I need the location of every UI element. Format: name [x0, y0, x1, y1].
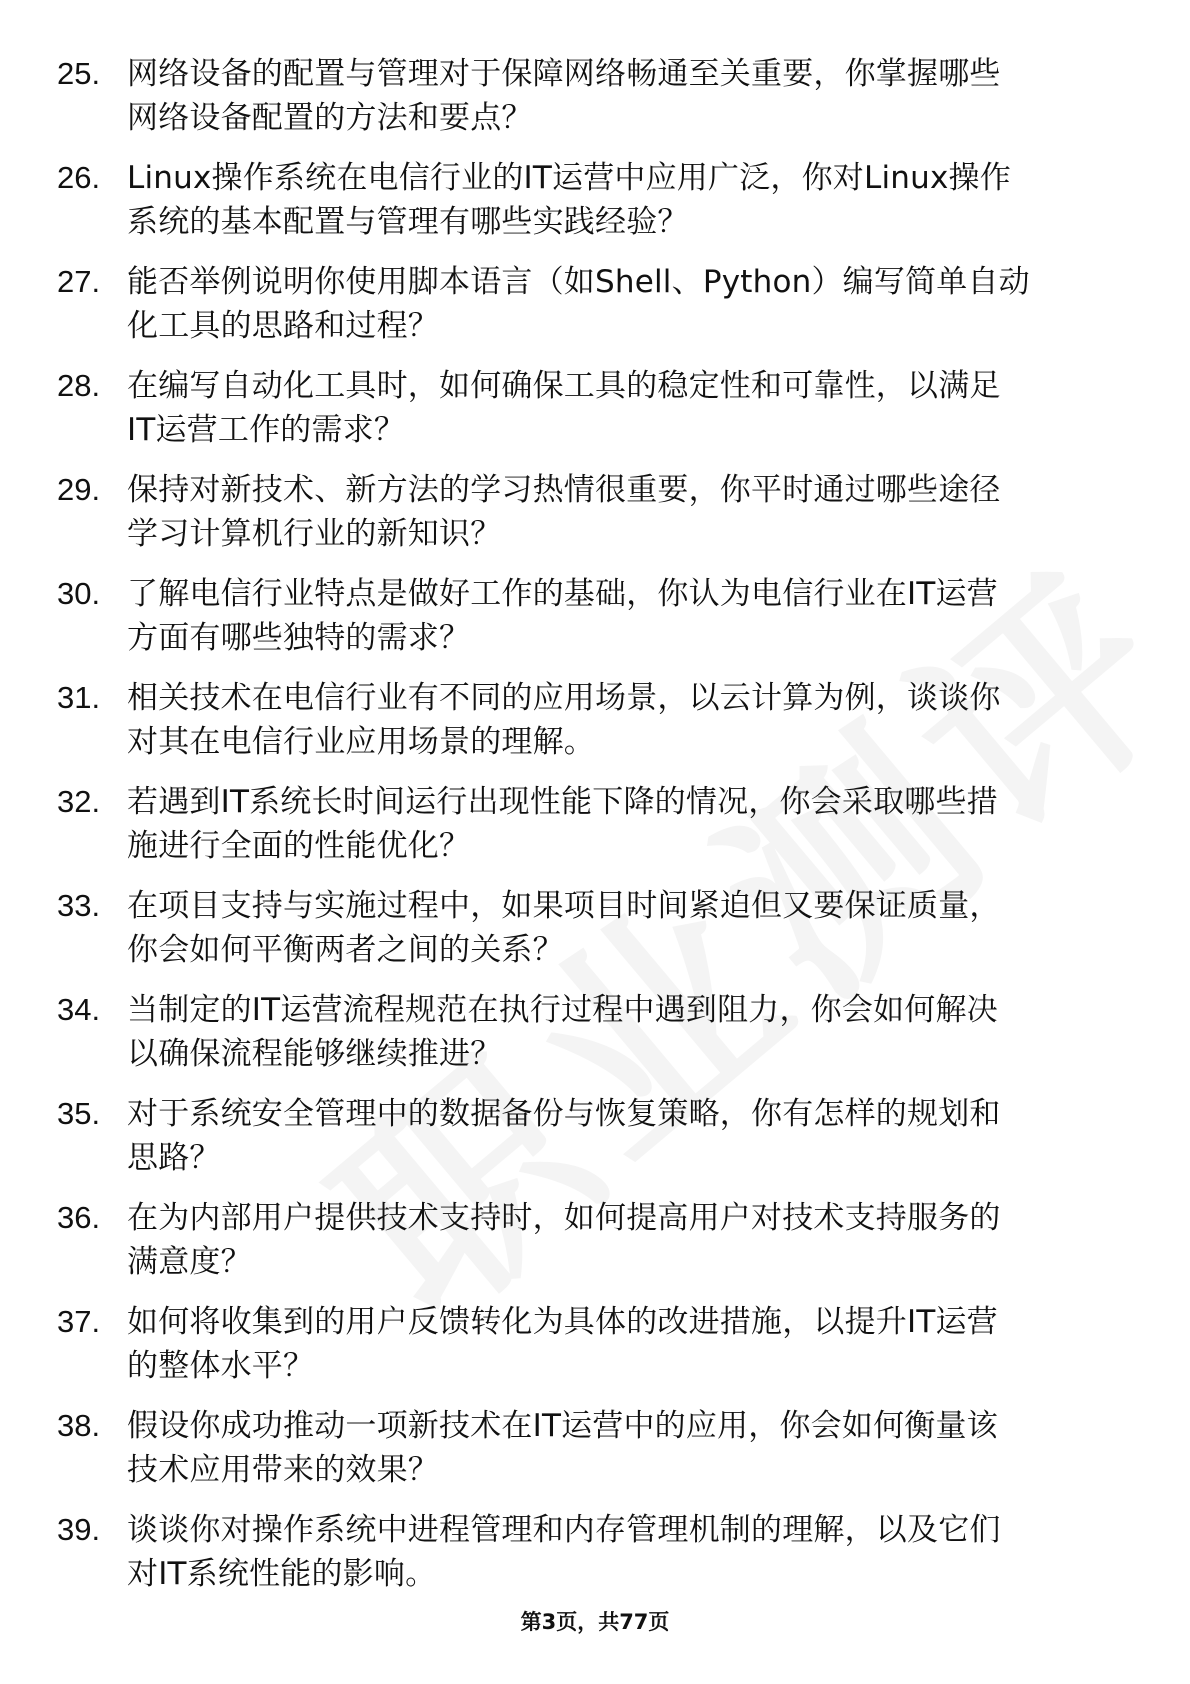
question-line-2: 技术应用带来的效果？: [127, 1452, 439, 1488]
question-number: 31.: [57, 680, 101, 715]
question-number: 29.: [57, 472, 101, 507]
question-line-2: 学习计算机行业的新知识？: [127, 516, 502, 552]
question-line-2: 的整体水平？: [127, 1348, 315, 1384]
question-line-2: IT运营工作的需求？: [127, 412, 406, 448]
question-text: [127, 988, 1127, 1076]
question-line-2: 满意度？: [127, 1244, 252, 1280]
question-item: [57, 1508, 1127, 1612]
question-line-2: 对其在电信行业应用场景的理解。: [127, 724, 595, 760]
question-number: 33.: [57, 888, 101, 923]
question-line-1: 当制定的IT运营流程规范在执行过程中遇到阻力，你会如何解决: [127, 992, 998, 1028]
question-line-1: 了解电信行业特点是做好工作的基础，你认为电信行业在IT运营: [127, 576, 998, 612]
question-line-1: 若遇到IT系统长时间运行出现性能下降的情况，你会采取哪些措: [127, 784, 998, 820]
question-item: [57, 364, 1127, 468]
question-number: 37.: [57, 1304, 101, 1339]
question-text: [127, 1404, 1127, 1492]
question-line-2: 施进行全面的性能优化？: [127, 828, 471, 864]
question-line-1: 在编写自动化工具时，如何确保工具的稳定性和可靠性，以满足: [127, 368, 1001, 404]
question-item: [57, 468, 1127, 572]
question-line-1: 在为内部用户提供技术支持时，如何提高用户对技术支持服务的: [127, 1200, 1001, 1236]
question-text: [127, 1196, 1127, 1284]
question-text: [127, 364, 1127, 452]
question-line-1: 如何将收集到的用户反馈转化为具体的改进措施，以提升IT运营: [127, 1304, 998, 1340]
question-text: [127, 1092, 1127, 1180]
question-line-1: 能否举例说明你使用脚本语言（如Shell、Python）编写简单自动: [127, 264, 1030, 300]
question-item: [57, 884, 1127, 988]
question-text: [127, 1508, 1127, 1596]
question-item: [57, 572, 1127, 676]
question-line-1: 谈谈你对操作系统中进程管理和内存管理机制的理解，以及它们: [127, 1512, 1001, 1548]
question-line-1: 相关技术在电信行业有不同的应用场景，以云计算为例，谈谈你: [127, 680, 1001, 716]
question-number: 35.: [57, 1096, 101, 1131]
question-text: [127, 884, 1127, 972]
question-text: [127, 52, 1127, 140]
question-line-1: 假设你成功推动一项新技术在IT运营中的应用，你会如何衡量该: [127, 1408, 998, 1444]
question-number: 34.: [57, 992, 101, 1027]
question-text: [127, 676, 1127, 764]
question-line-1: 网络设备的配置与管理对于保障网络畅通至关重要，你掌握哪些: [127, 56, 1001, 92]
question-line-2: 化工具的思路和过程？: [127, 308, 439, 344]
question-line-1: 保持对新技术、新方法的学习热情很重要，你平时通过哪些途径: [127, 472, 1001, 508]
question-number: 27.: [57, 264, 101, 299]
question-line-2: 方面有哪些独特的需求？: [127, 620, 471, 656]
question-item: [57, 1300, 1127, 1404]
question-line-2: 系统的基本配置与管理有哪些实践经验？: [127, 204, 689, 240]
question-text: [127, 572, 1127, 660]
question-line-1: Linux操作系统在电信行业的IT运营中应用广泛，你对Linux操作: [127, 160, 1011, 196]
question-line-2: 思路？: [127, 1140, 221, 1176]
question-text: [127, 156, 1127, 244]
question-text: [127, 468, 1127, 556]
question-item: [57, 1092, 1127, 1196]
question-number: 32.: [57, 784, 101, 819]
page-footer: 第3页，共77页: [520, 1610, 670, 1634]
question-text: [127, 780, 1127, 868]
question-text: [127, 260, 1127, 348]
question-number: 38.: [57, 1408, 101, 1443]
question-item: [57, 1196, 1127, 1300]
question-list: [57, 52, 1127, 1612]
question-line-2: 你会如何平衡两者之间的关系？: [127, 932, 564, 968]
question-line-2: 以确保流程能够继续推进？: [127, 1036, 502, 1072]
question-item: [57, 1404, 1127, 1508]
question-item: [57, 156, 1127, 260]
question-number: 30.: [57, 576, 101, 611]
question-line-2: 网络设备配置的方法和要点？: [127, 100, 533, 136]
question-number: 25.: [57, 56, 101, 91]
question-item: [57, 52, 1127, 156]
question-item: [57, 988, 1127, 1092]
question-item: [57, 780, 1127, 884]
question-item: [57, 676, 1127, 780]
question-line-2: 对IT系统性能的影响。: [127, 1556, 437, 1592]
question-number: 28.: [57, 368, 101, 403]
question-number: 26.: [57, 160, 101, 195]
question-text: [127, 1300, 1127, 1388]
question-number: 36.: [57, 1200, 101, 1235]
question-line-1: 在项目支持与实施过程中，如果项目时间紧迫但又要保证质量，: [127, 888, 1001, 924]
question-number: 39.: [57, 1512, 101, 1547]
question-line-1: 对于系统安全管理中的数据备份与恢复策略，你有怎样的规划和: [127, 1096, 1001, 1132]
question-item: [57, 260, 1127, 364]
